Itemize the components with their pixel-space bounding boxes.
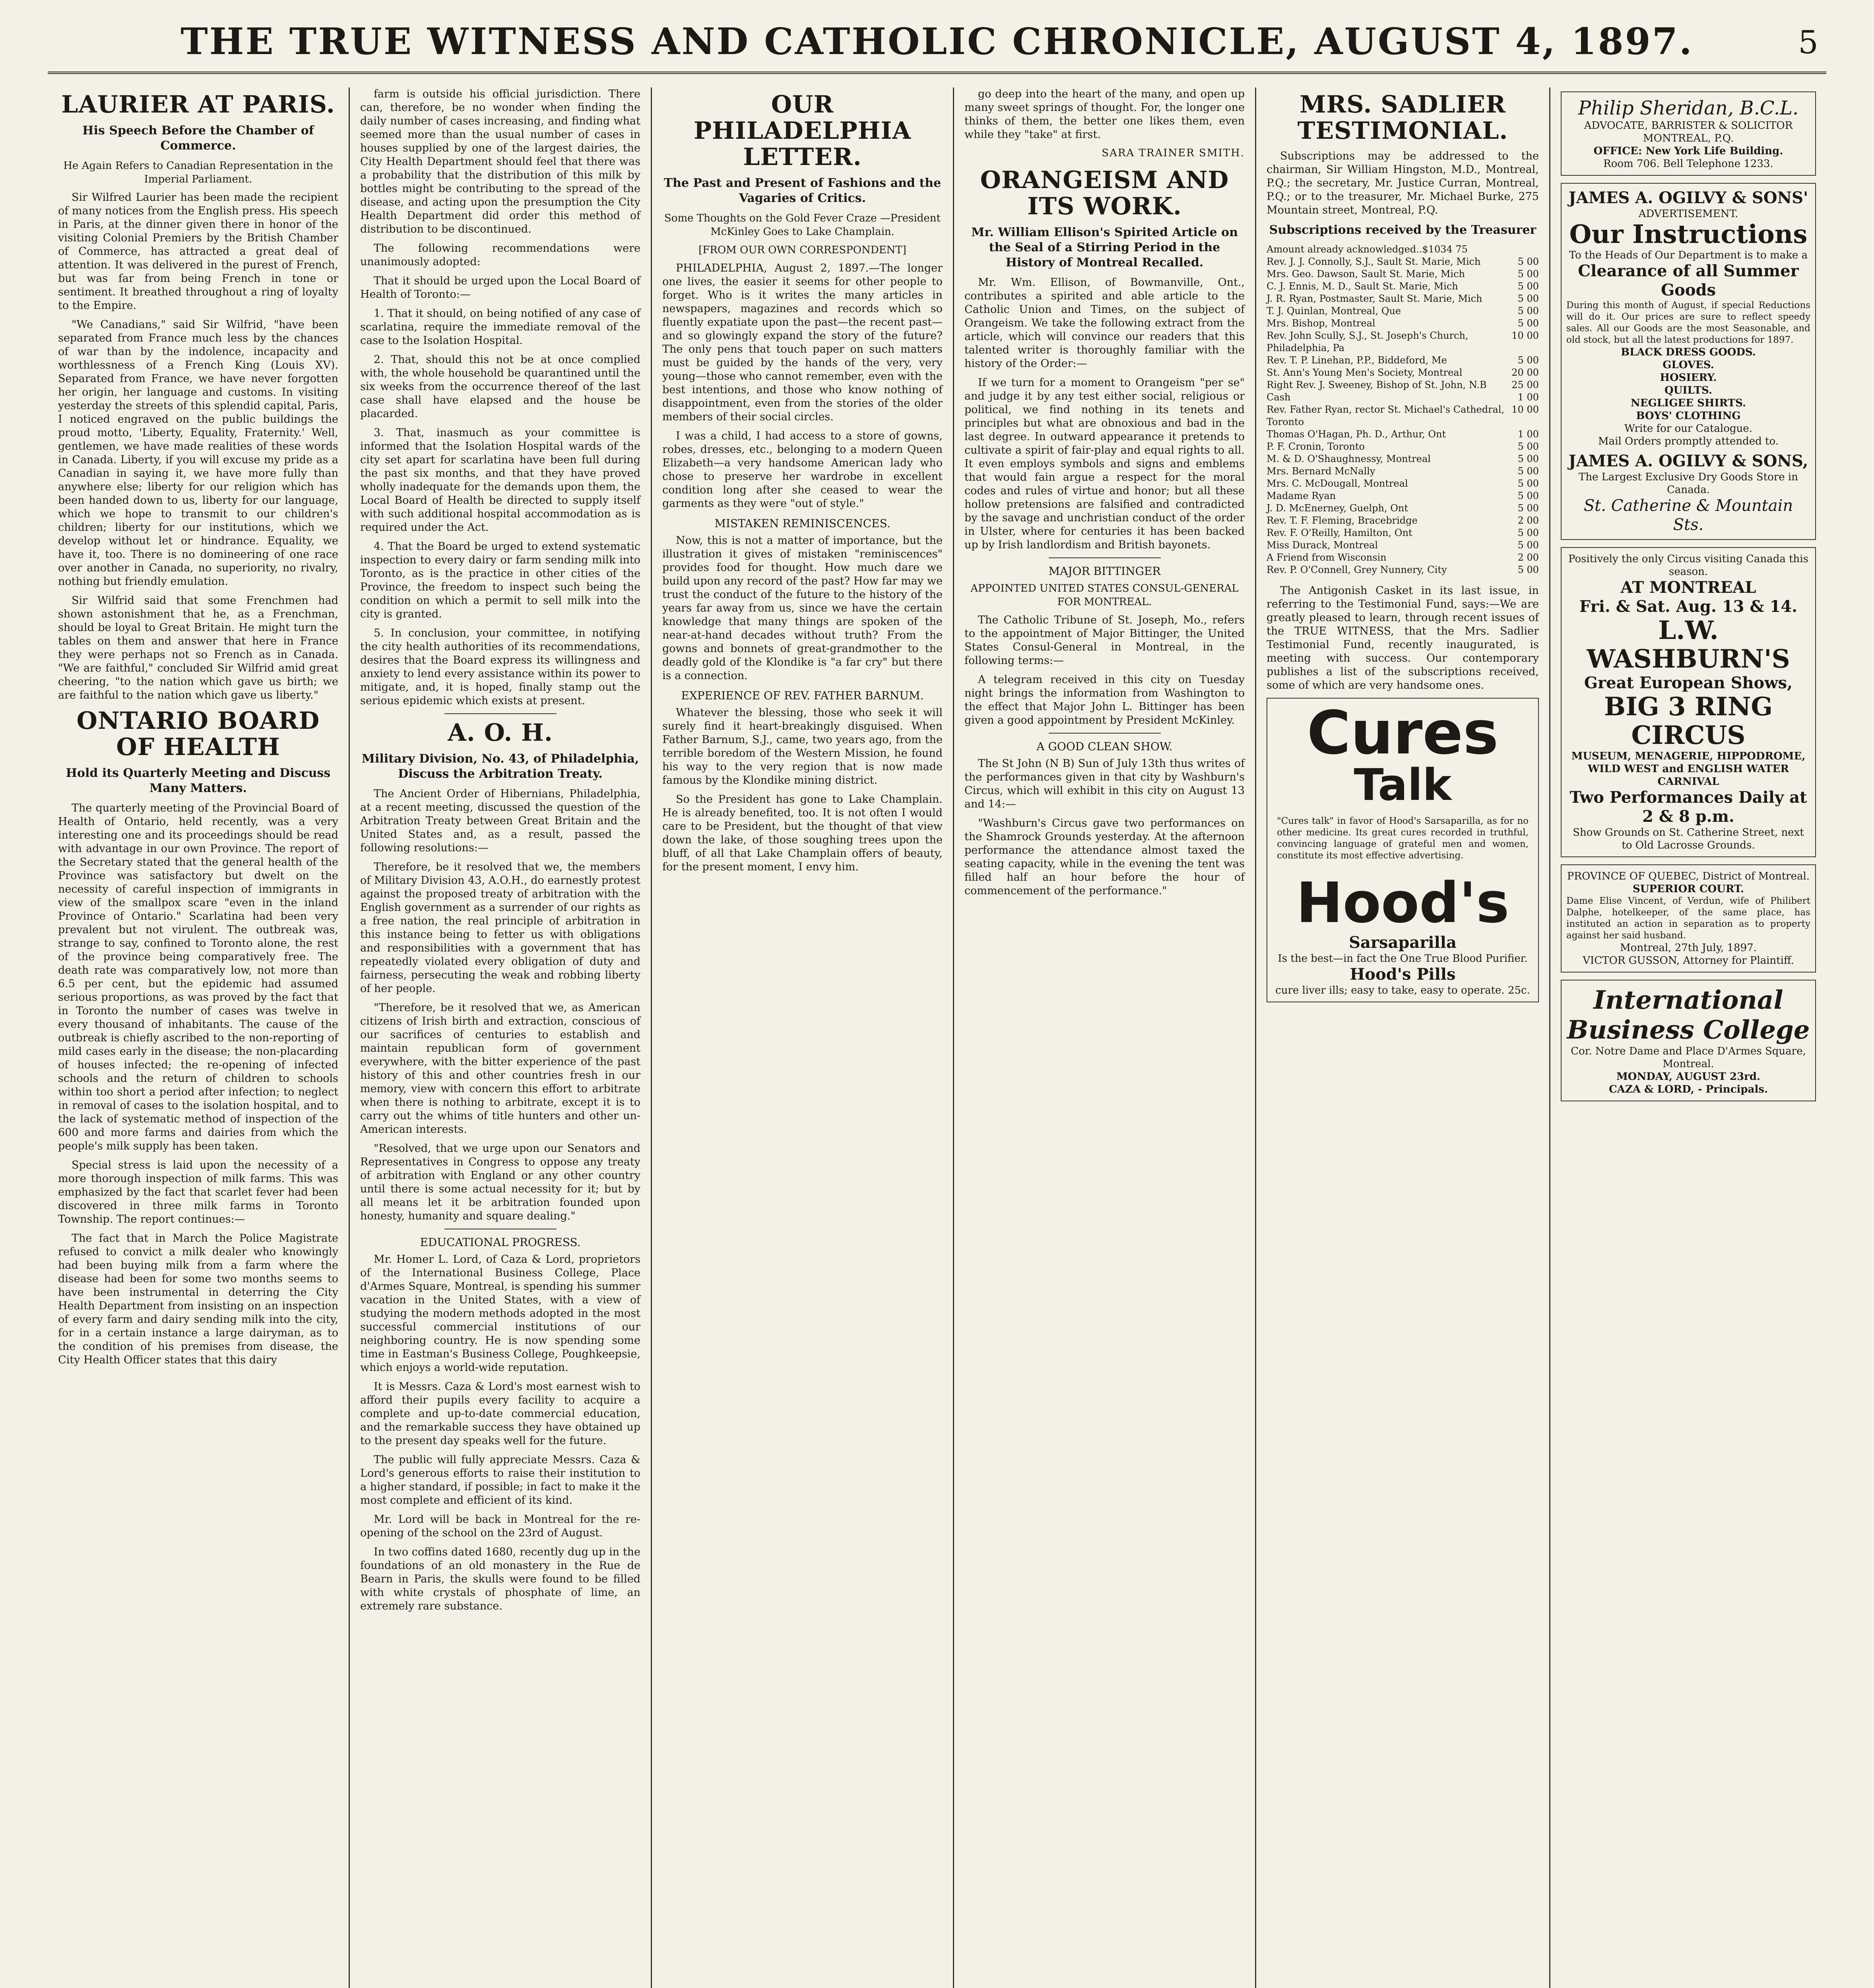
paragraph: A telegram received in this city on Tuesday night brings the information from Washington to the effect that Major John L. Bittinger has been given a good appointment by President McKinley. — [964, 674, 1245, 726]
college-principals: CAZA & LORD, - Principals. — [1608, 1083, 1768, 1095]
subscription-row — [1267, 539, 1539, 551]
paragraph: go deep into the heart of the many, and open up many sweet springs of thought. For, the longer one thinks of them, the better one likes them, even while they "take" at first. — [964, 88, 1245, 141]
headline-educational: EDUCATIONAL PROGRESS. — [420, 1236, 581, 1249]
ogilvy-clearance: Clearance of all Summer Goods — [1578, 262, 1799, 299]
subscription-row — [1267, 317, 1539, 330]
paragraph: The St John (N B) Sun of July 13th thus writes of the performances given in that city by Washburn's Circus, which will exhibit in this city on August 13 and 14:— — [964, 757, 1245, 810]
paragraph: 4. That the Board be urged to extend systematic inspection to every dairy or farm sending milk into Toronto, as is the practice in other cities of the Province, the freedom to inspect such being the condition on which a permit to sell milk into the city is granted. — [360, 540, 640, 620]
subscription-row — [1267, 490, 1539, 502]
headline-bittinger: MAJOR BITTINGER — [1048, 565, 1161, 578]
subdeck-laurier: He Again Refers to Canadian Representation in the Imperial Parliament. — [63, 160, 333, 185]
subscription-amount: 1 00 — [1517, 392, 1539, 403]
subscription-amount: 1 00 — [1517, 429, 1539, 440]
subscriber-name: Rev. T. F. Fleming, Bracebridge — [1267, 515, 1418, 526]
subscriber-name: M. & D. O'Shaughnessy, Montreal — [1267, 453, 1431, 464]
headline-aoh: A. O. H. — [448, 719, 553, 747]
subscriber-name: St. Ann's Young Men's Society, Montreal — [1267, 367, 1463, 378]
subscription-amount: 5 00 — [1517, 293, 1539, 304]
subscription-amount: 2 00 — [1517, 552, 1539, 563]
paragraph: "We Canadians," said Sir Wilfrid, "have been separated from France much less by the chances of war than by the indolence, incapacity and worthlessness of a French King (Louis XV). Separated from France, we have never forgotten her origin, her language and customs. In visiting yesterday the streets of this splendid capital, Paris, I noticed engraved on the public buildings the proud motto, 'Liberty, Equality, Fraternity.' Well, gentlemen, we have made realities of these words in Canada. Liberty, if you will excuse my pride as a Canadian in saying it, we have more fully than anywhere else; liberty for our religion which has been handed down to us, liberty for our language, which we hope to transmit to our children's children; liberty for our institutions, which we develop without let or hindrance. Equality, we have it, too. There is no domineering of one race over another in Canada, no superiority, no rivalry, nothing but friendly emulation. — [58, 318, 338, 588]
cures-text: "Cures talk" in favor of Hood's Sarsaparilla, as for no other medicine. Its great cures recorded in truthful, convincing language of grateful men and women, constitute its most effective advertising. — [1277, 816, 1529, 861]
subscription-amount: 5 00 — [1517, 466, 1539, 477]
paragraph: So the President has gone to Lake Champlain. He is already benefited, too. It is not often I would care to be President, but the thought of that view down the lake, of those soughing trees upon the bluff, of all that Lake Champlain offers of beauty, for the present moment, I envy him. — [662, 793, 943, 873]
paragraph: 2. That, should this not be at once complied with, the whole household be quarantined until the six weeks from the occurrence thereof of the last case shall have elapsed and the house be placarded. — [360, 353, 640, 420]
deck-ontario: Hold its Quarterly Meeting and Discuss Many Matters. — [66, 766, 331, 795]
circus-line1: Positively the only Circus visiting Canada this season. — [1568, 553, 1808, 578]
divider — [1049, 733, 1161, 734]
college-opens: MONDAY, AUGUST 23rd. — [1616, 1071, 1760, 1083]
court-date: Montreal, 27th July, 1897. — [1620, 942, 1757, 954]
subscription-amount: 5 00 — [1517, 478, 1539, 489]
paragraph: 1. That it should, on being notified of any case of scarlatina, require the immediate removal of the case to the Isolation Hospital. — [360, 307, 640, 347]
subscriber-name: J. D. McEnerney, Guelph, Ont — [1267, 503, 1408, 514]
sheridan-city: MONTREAL, P.Q. — [1643, 132, 1734, 144]
subscription-amount: 5 00 — [1517, 564, 1539, 575]
paragraph: Mr. Homer L. Lord, of Caza & Lord, proprietors of the International Business College, Place d'Armes Square, Montreal, is spending his summer vacation in the United States, with a view of studying the modern methods adopted in the most successful commercial institutions of our neighboring country. He is now spending some time in Eastman's Business College, Poughkeepsie, which enjoys a world-wide reputation. — [360, 1253, 640, 1374]
paragraph: The Ancient Order of Hibernians, Philadelphia, at a recent meeting, discussed the question of the Arbitration Treaty between Great Britain and the United States and, as a result, passed the following resolutions:— — [360, 788, 640, 854]
hoods-ad — [1267, 698, 1539, 1002]
ogilvy-name: JAMES A. OGILVY & SONS' — [1568, 188, 1808, 207]
paragraph: Sir Wilfrid said that some Frenchmen had shown astonishment that he, as a Frenchman, should be loyal to Great Britain. He might turn the tables on them and answer that here in France they were perhaps not so French as in Canada. "We are faithful," concluded Sir Wilfrid amid great cheering, "to the nation which gave us birth; we are faithful to the nation which gave us liberty." — [58, 594, 338, 701]
subscription-amount: 5 00 — [1517, 355, 1539, 366]
ogilvy-mail: Mail Orders promptly attended to. — [1598, 435, 1779, 447]
college-name: International Business College — [1567, 985, 1810, 1045]
subscriber-name: Rev. John Scully, S.J., St. Joseph's Church, Philadelphia, Pa — [1267, 330, 1469, 353]
circus-shows: Great European Shows, — [1584, 674, 1793, 692]
subscription-row — [1267, 514, 1539, 527]
subscription-row — [1267, 478, 1539, 490]
subscription-amount: 5 00 — [1517, 490, 1539, 501]
circus-name: L.W. WASHBURN'S — [1587, 615, 1790, 674]
pills-heading: Hood's Pills — [1350, 965, 1456, 984]
column-2 — [350, 87, 652, 1988]
deck-aoh: Military Division, No. 43, of Philadelphia, Discuss the Arbitration Treaty. — [361, 752, 639, 781]
circus-at: AT MONTREAL — [1620, 578, 1756, 597]
ogilvy-body: During this month of August, if special Reductions will do it. Our prices are sure to reflect speedy sales. All our Goods are the most Seasonable, and old stock, but all the latest productions for 1897. — [1566, 300, 1810, 345]
paragraph: In two coffins dated 1680, recently dug up in the foundations of an old monastery in the Rue de Bearn in Paris, the skulls were found to be filled with white crystals of phosphate of lime, an extremely rare substance. — [360, 1546, 640, 1612]
ogilvy-section: BOYS' CLOTHING — [1636, 410, 1741, 422]
paragraph: Whatever the blessing, those who seek it will surely find it heart-breakingly disguised. When Father Barnum, S.J., came, two years ago, from the terrible boredom of the Western Mission, he found his way to the very region that is now made famous by the Klondike mining district. — [662, 707, 943, 786]
subscriber-name: Cash — [1267, 392, 1291, 403]
paragraph: "Therefore, be it resolved that we, as American citizens of Irish birth and extraction, conscious of our sacrifices of centuries to establish and maintain republican form of government everywhere, with the bitter experience of the past history of this and other countries fresh in our memory, view with concern this effort to arbitrate when there is nothing to arbitrate, except it is to carry out the whims of title hunters and other un-American interests. — [360, 1002, 640, 1136]
deck-orangeism: Mr. William Ellison's Spirited Article on the Seal of a Stirring Period in the History of Montreal Recalled. — [971, 225, 1238, 270]
subscription-row — [1267, 330, 1539, 354]
paragraph: The Antigonish Casket in its last issue, in referring to the Testimonial Fund, says:—We are greatly pleased to learn, through recent issues of the TRUE WITNESS, that the Mrs. Sadlier Testimonial Fund, recently inaugurated, is meeting with success. Our contemporary publishes a list of the subscriptions received, some of which are very handsome ones. — [1267, 584, 1539, 691]
subscription-amount: 5 00 — [1517, 305, 1539, 316]
paragraph: farm is outside his official jurisdiction. There can, therefore, be no wonder when finding the daily number of cases increasing, and finding what seemed more than the usual number of cases in houses supplied by one of the largest dairies, the City Health Department should feel that there was a probability that the distribution of this milk by bottles might be contributing to the spread of the disease, and acting upon the presumption the City Health Department did order this method of distribution to be discontinued. — [360, 88, 640, 235]
column-5 — [1256, 87, 1550, 1988]
subscription-amount: 5 00 — [1517, 256, 1539, 267]
paragraph: That it should be urged upon the Local Board of Health of Toronto:— — [360, 275, 640, 301]
subscriber-name: Rev. J. J. Connolly, S.J., Sault St. Marie, Mich — [1267, 256, 1481, 267]
subdeck-philadelphia: Some Thoughts on the Gold Fever Craze —President McKinley Goes to Lake Champlain. — [664, 212, 941, 238]
subscription-row — [1267, 564, 1539, 576]
deck-laurier: His Speech Before the Chamber of Commerce. — [82, 124, 314, 153]
court-province: PROVINCE OF QUEBEC, District of Montreal. — [1567, 870, 1810, 882]
paragraph: 3. That, inasmuch as your committee is informed that the Isolation Hospital wards of the city set apart for scarlatina have been full during the past six months, and that they have proved wholly inadequate for the demands upon them, the Local Board of Health be directed to supply itself with such additional hospital accommodation as is required under the Act. — [360, 427, 640, 534]
subscription-row — [1267, 428, 1539, 441]
paragraph: Mr. Wm. Ellison, of Bowmanville, Ont., contributes a spirited and able article to the Catholic Union and Times, on the subject of Orangeism. We take the following extract from the article, which will convince our readers that this talented writer is thoroughly familiar with the history of the Order:— — [964, 276, 1245, 370]
paragraph: Sir Wilfred Laurier has been made the recipient of many notices from the English press. His speech in Paris, at the dinner given there in honor of the visiting Colonial Premiers by the British Chamber of Commerce, has attracted a great deal of attention. It was delivered in the purest of French, but was far from being French in tone or sentiment. It breathed throughout a ring of loyalty to the Empire. — [58, 191, 338, 312]
circus-performances: Two Performances Daily at 2 & 8 p.m. — [1569, 788, 1807, 826]
subscription-row — [1267, 551, 1539, 564]
subscription-amount: 5 00 — [1517, 281, 1539, 292]
subscription-amount: 5 00 — [1517, 318, 1539, 329]
court-notice — [1561, 864, 1816, 973]
college-address: Cor. Notre Dame and Place D'Armes Square, Montreal. — [1571, 1045, 1806, 1070]
subscriber-name: Rev. T. P. Linehan, P.P., Biddeford, Me — [1267, 355, 1447, 366]
circus-dates: Fri. & Sat. Aug. 13 & 14. — [1579, 597, 1798, 616]
paragraph: Now, this is not a matter of importance, but the illustration it gives of mistaken "reminiscences" provides food for thought. How much dare we build upon any record of the past? How far may we trust the conduct of the future to the history of the years far away from us, since we have the certain knowledge that many things are spoken of the near-at-hand decades without truth? From the gowns and bonnets of great-grandmother to the deadly gold of the Klondike is "a far cry" but there is a connection. — [662, 534, 943, 682]
subscription-amount: 5 00 — [1517, 540, 1539, 551]
subscription-amount: 25 00 — [1511, 379, 1539, 390]
ogilvy-section: NEGLIGEE SHIRTS. — [1630, 397, 1746, 409]
paragraph: I was a child, I had access to a store of gowns, robes, dresses, etc., belonging to a modern Queen Elizabeth—a very handsome American lady who chose to preserve her wardrobe in excellent condition long after she ceased to wear the garments as they were "out of style." — [662, 430, 943, 510]
subscription-amount: 5 00 — [1517, 441, 1539, 452]
signature: SARA TRAINER SMITH. — [1102, 147, 1245, 159]
ogilvy2-name: JAMES A. OGILVY & SONS, — [1568, 452, 1808, 470]
subscriber-name: Mrs. Geo. Dawson, Sault St. Marie, Mich — [1267, 268, 1465, 280]
subscription-row — [1267, 293, 1539, 305]
column-6 — [1550, 87, 1826, 1988]
subscription-row — [1267, 527, 1539, 539]
divider — [1049, 557, 1161, 558]
ogilvy-to: To the Heads of Our Department is to make a — [1569, 249, 1808, 261]
ogilvy2-address: St. Catherine & Mountain Sts. — [1583, 497, 1793, 534]
circus-menagerie: MUSEUM, MENAGERIE, HIPPODROME, WILD WEST and ENGLISH WATER CARNIVAL — [1571, 750, 1806, 788]
subscription-row — [1267, 379, 1539, 391]
page-number: 5 — [1798, 24, 1818, 61]
hoods-tagline: Is the best—in fact the One True Blood Purifier. — [1278, 953, 1528, 965]
deck-philadelphia: The Past and Present of Fashions and the Vagaries of Critics. — [663, 176, 941, 205]
subscription-row — [1267, 354, 1539, 367]
ogilvy-section: GLOVES. — [1663, 359, 1714, 371]
ogilvy-section: BLACK DRESS GOODS. — [1621, 346, 1756, 358]
court-attorney: VICTOR GUSSON, Attorney for Plaintiff. — [1583, 955, 1794, 967]
hoods-heading: Hood's — [1296, 871, 1509, 936]
subscriber-name: Rev. F. O'Reilly, Hamilton, Ont — [1267, 527, 1412, 538]
subscriber-name: Mrs. Bernard McNally — [1267, 466, 1375, 477]
paragraph: 5. In conclusion, your committee, in notifying the city health authorities of its recommendations, desires that the Board express its willingness and anxiety to lend every assistance within its power to mitigate, and, it is hoped, finally stamp out the serious epidemic which exists at present. — [360, 627, 640, 707]
subscription-rows — [1267, 256, 1539, 576]
subscriber-name: Right Rev. J. Sweeney, Bishop of St. John, N.B — [1267, 379, 1487, 390]
subscription-row — [1267, 268, 1539, 280]
sheridan-office: OFFICE: New York Life Building. — [1593, 145, 1783, 157]
subscription-row — [1267, 305, 1539, 317]
subscriber-name: Rev. P. O'Connell, Grey Nunnery, City — [1267, 564, 1447, 575]
masthead-title: THE TRUE WITNESS AND CATHOLIC CHRONICLE, AUGUST 4, 1897. — [180, 20, 1694, 63]
deck-bittinger: APPOINTED UNITED STATES CONSUL-GENERAL FOR MONTREAL. — [970, 582, 1239, 608]
subscription-amount: 20 00 — [1511, 367, 1539, 378]
masthead — [48, 12, 1826, 74]
headline-laurier: LAURIER AT PARIS. — [61, 91, 335, 118]
subscription-amount: 10 00 — [1511, 404, 1539, 415]
subhead: EXPERIENCE OF REV. FATHER BARNUM. — [681, 689, 924, 702]
paragraph: Subscriptions may be addressed to the chairman, Sir William Hingston, M.D., Montreal, P.Q.; the secretary, Mr. Justice Curran, Montreal, P.Q.; or to the treasurer, Mr. Michael Burke, 275 Mountain street, Montreal, P.Q. — [1267, 150, 1539, 216]
paragraph: "Resolved, that we urge upon our Senators and Representatives in Congress to oppose any treaty of arbitration with England or any other country until there is some actual necessity for it; but by all means let it be arbitration founded upon honesty, humanity and square dealing." — [360, 1142, 640, 1222]
subhead: MISTAKEN REMINISCENCES. — [714, 517, 890, 530]
headline-orangeism: ORANGEISM AND ITS WORK. — [980, 166, 1229, 220]
paragraph: PHILADELPHIA, August 2, 1897.—The longer one lives, the easier it seems for other people to forget. Who is it writes the many articles in newspapers, magazines and records which so fluently expatiate upon the past—the recent past—and so glowingly expand the story of the future? The only pens that touch paper on such matters must be guided by the hands of the very, very young—those who cannot remember, even with the best intentions, and those who know nothing of disappointment, even from the stories of the older members of their social circles. — [662, 262, 943, 423]
paragraph: The following recommendations were unanimously adopted: — [360, 242, 640, 268]
sarsaparilla-heading: Sarsaparilla — [1349, 933, 1457, 952]
circus-ad — [1561, 547, 1816, 857]
sheridan-ad — [1561, 91, 1816, 176]
subscriber-name: Mrs. Bishop, Montreal — [1267, 318, 1375, 329]
subscriber-name: Madame Ryan — [1267, 490, 1336, 501]
ogilvy-section: HOSIERY. — [1660, 372, 1717, 384]
circus-rings: BIG 3 RING CIRCUS — [1604, 692, 1773, 750]
subscriber-name: Mrs. C. McDougall, Montreal — [1267, 478, 1408, 489]
ogilvy-headline: Our Instructions — [1569, 219, 1808, 249]
headline-ontario: ONTARIO BOARD OF HEALTH — [76, 707, 320, 761]
paragraph: Mr. Lord will be back in Montreal for the re-opening of the school on the 23rd of August. — [360, 1513, 640, 1539]
paragraph: Special stress is laid upon the necessity of a more thorough inspection of milk farms. This was emphasized by the fact that scarlet fever had been discovered in three milk farms in Toronto Township. The report continues:— — [58, 1159, 338, 1225]
headline-philadelphia: OUR PHILADELPHIA LETTER. — [694, 91, 911, 171]
headline-sadlier: MRS. SADLIER TESTIMONIAL. — [1297, 91, 1508, 145]
column-3 — [652, 87, 954, 1988]
subscription-row — [1267, 502, 1539, 514]
subscriptions-title: Subscriptions received by the Treasurer — [1269, 223, 1536, 237]
column-4 — [954, 87, 1256, 1988]
subscription-amount: 2 00 — [1517, 515, 1539, 526]
subscription-row — [1267, 404, 1539, 428]
cures-heading: Cures — [1307, 699, 1499, 768]
sheridan-room: Room 706. Bell Telephone 1233. — [1603, 158, 1773, 170]
pills-tagline: cure liver ills; easy to take, easy to operate. 25c. — [1275, 984, 1530, 996]
ogilvy-write: Write for our Catalogue. — [1624, 423, 1752, 435]
ogilvy-ad — [1561, 183, 1816, 540]
subscription-list — [1267, 243, 1539, 576]
talk-heading: Talk — [1354, 759, 1452, 810]
college-ad — [1561, 980, 1816, 1101]
ogilvy2-tag: The Largest Exclusive Dry Goods Store in Canada. — [1579, 471, 1798, 496]
subscriber-name: Thomas O'Hagan, Ph. D., Arthur, Ont — [1267, 429, 1446, 440]
subscription-amount: 5 00 — [1517, 527, 1539, 538]
subscription-row — [1267, 453, 1539, 465]
sheridan-name: Philip Sheridan, B.C.L. — [1578, 97, 1799, 119]
paragraph: The quarterly meeting of the Provincial Board of Health of Ontario, held recently, was a very interesting one and its proceedings should be read with advantage in our own Province. The report of the Secretary stated that the general health of the Province was satisfactory but dwelt on the necessity of careful inspection of immigrants in view of the smallpox scare "even in the inland Province of Ontario." Scarlatina had been very prevalent but not virulent. The outbreak was, strange to say, confined to Toronto alone, the rest of the province being comparatively free. The death rate was comparatively low, not more than 6.5 per cent, but the epidemic had assumed serious proportions, as was proved by the fact that in Toronto the number of cases was twelve in every thousand of inhabitants. The cause of the outbreak is chiefly ascribed to the non-reporting of mild cases early in the disease; the non-placarding of houses infected; the re-opening of infected schools and the return of children to schools within too short a period after infection; to neglect in removal of cases to the isolation hospital, and to the lack of systematic method of inspection of the 600 and more farms and dairies from which the people's milk supply has been taken. — [58, 802, 338, 1152]
paragraph: The Catholic Tribune of St. Joseph, Mo., refers to the appointment of Major Bittinger, the United States Consul-General in Montreal, in the following terms:— — [964, 614, 1245, 667]
subscriber-name: J. R. Ryan, Postmaster, Sault St. Marie, Mich — [1267, 293, 1482, 304]
paragraph: Therefore, be it resolved that we, the members of Military Division 43, A.O.H., do earnestly protest against the proposed treaty of arbitration with the English government as a surrender of our rights as a free nation, the real principle of arbitration in this instance being to fetter us with obligations and responsibilities with a government that has repeatedly violated every obligation of duty and fairness, persecuting the weak and robbing liberty of her people. — [360, 861, 640, 995]
subscription-row — [1267, 465, 1539, 478]
subscription-row — [1267, 256, 1539, 268]
subscription-amount: 10 00 — [1511, 330, 1539, 341]
paragraph: If we turn for a moment to Orangeism "per se" and judge it by any test either social, religious or political, we find nothing in its tenets and principles but what are obnoxious and bad in the last degree. In outward appearance it pretends to cultivate a spirit of fair-play and equal rights to all. It even employs symbols and signs and emblems that would fain argue a respect for the moral codes and rules of virtue and honor; but all these hollow pretensions are falsified and contradicted by the savage and unchristian conduct of the order in Ulster, where for centuries it has been backed up by Irish landlordism and British bayonets. — [964, 377, 1245, 551]
subscription-total: Amount already acknowledged..$1034 75 — [1267, 244, 1468, 255]
court-name: SUPERIOR COURT. — [1632, 883, 1744, 895]
paragraph: The public will fully appreciate Messrs. Caza & Lord's generous efforts to raise their institution to a higher standard, if possible; in fact to make it the most complete and efficient of its kind. — [360, 1454, 640, 1507]
paragraph: The fact that in March the Police Magistrate refused to convict a milk dealer who knowingly had been buying milk from a farm where the disease had been for some two months seems to have been instrumental in deterring the City Health Department from insisting on an inspection of every farm and dairy sending milk into the city, for in a certain instance a large dairyman, as to the condition of his premises from disease, the City Health Officer states that this dairy — [58, 1232, 338, 1366]
subscription-amount: 5 00 — [1517, 503, 1539, 514]
paragraph: "Washburn's Circus gave two performances on the Shamrock Grounds yesterday. At the afternoon performance the attendance almost taxed the seating capacity, while in the evening the tent was filled half an hour before the hour of commencement of the performance." — [964, 817, 1245, 897]
subscription-row — [1267, 391, 1539, 404]
ogilvy-section: QUILTS. — [1664, 384, 1712, 396]
circus-grounds: Show Grounds on St. Catherine Street, next to Old Lacrosse Grounds. — [1573, 827, 1804, 851]
sheridan-title: ADVOCATE, BARRISTER & SOLICITOR — [1584, 120, 1793, 132]
correspondent-line: [FROM OUR OWN CORRESPONDENT] — [698, 244, 906, 256]
subscriber-name: A Friend from Wisconsin — [1267, 552, 1387, 563]
column-1 — [48, 87, 350, 1988]
subscriber-name: Miss Durack, Montreal — [1267, 540, 1378, 551]
subscription-row — [1267, 280, 1539, 293]
ogilvy-sub: ADVERTISEMENT. — [1638, 208, 1738, 220]
court-body: Dame Elise Vincent, of Verdun, wife of Philibert Dalphe, hotelkeeper, of the same place, has instituted an action in separation as to property against her said husband. — [1566, 896, 1810, 941]
subscriber-name: C. J. Ennis, M. D., Sault St. Marie, Mich — [1267, 281, 1458, 292]
subscription-amount: 5 00 — [1517, 268, 1539, 280]
headline-circus: A GOOD CLEAN SHOW. — [1036, 740, 1173, 753]
divider — [444, 713, 557, 714]
subscriber-name: P. F. Cronin, Toronto — [1267, 441, 1365, 452]
paragraph: It is Messrs. Caza & Lord's most earnest wish to afford their pupils every facility to acquire a complete and up-to-date commercial education, and the remarkable success they have obtained up to the present day speaks well for the future. — [360, 1380, 640, 1447]
subscriber-name: Rev. Father Ryan, rector St. Michael's Cathedral, Toronto — [1267, 404, 1505, 427]
subscription-amount: 5 00 — [1517, 453, 1539, 464]
subscriber-name: T. J. Quinlan, Montreal, Que — [1267, 305, 1401, 316]
subscription-row — [1267, 441, 1539, 453]
subscription-row — [1267, 367, 1539, 379]
